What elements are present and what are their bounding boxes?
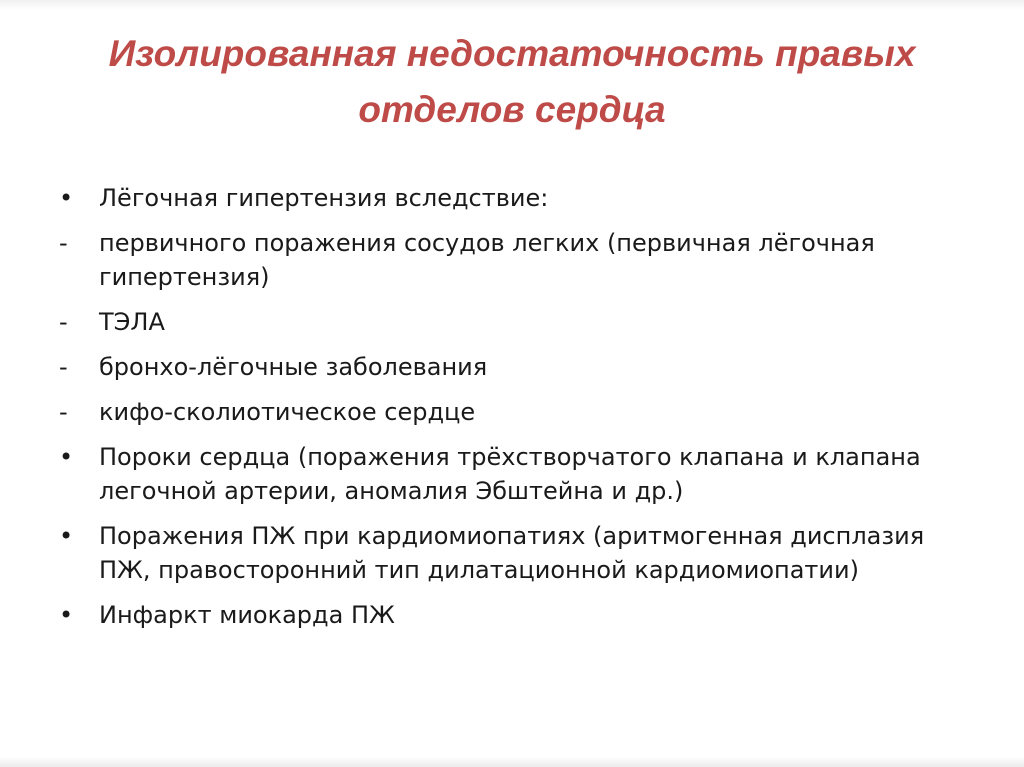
list-item-rv-infarction (55, 598, 935, 632)
dash-marker: - (59, 308, 68, 336)
bullet-marker: • (59, 522, 74, 550)
list-item-text: Инфаркт миокарда ПЖ (99, 601, 395, 629)
list-item-primary-lesion (55, 226, 935, 294)
list-item-text: кифо-сколиотическое сердце (99, 398, 476, 426)
list-item-heart-defects (55, 440, 935, 508)
bullet-marker: • (59, 601, 74, 629)
slide-content-list (55, 181, 935, 643)
slide-title: Изолированная недостаточность правых отделов сердца (108, 33, 916, 130)
list-item-text: Поражения ПЖ при кардиомиопатиях (аритмогенная дисплазия ПЖ, правосторонний тип дилатационной кардиомиопатии) (99, 522, 925, 584)
list-item-text: первичного поражения сосудов легких (первичная лёгочная гипертензия) (99, 229, 875, 291)
slide-bottom-shadow (0, 757, 1024, 767)
dash-marker: - (59, 229, 68, 257)
list-item-bronchopulmonary (55, 350, 935, 384)
list-item-text: Лёгочная гипертензия вследствие: (99, 184, 549, 212)
bullet-marker: • (59, 184, 74, 212)
list-item-text: Пороки сердца (поражения трёхстворчатого клапана и клапана легочной артерии, аномалия Эбштейна и др.) (99, 443, 921, 505)
list-item-text: ТЭЛА (99, 308, 165, 336)
list-item-kyphoscoliotic (55, 395, 935, 429)
list-item-cardiomyopathies (55, 519, 935, 587)
list-item-tela (55, 305, 935, 339)
dash-marker: - (59, 398, 68, 426)
list-item-text: бронхо-лёгочные заболевания (99, 353, 488, 381)
bullet-marker: • (59, 443, 74, 471)
slide-top-shadow (0, 0, 1024, 10)
dash-marker: - (59, 353, 68, 381)
list-item-pulmonary-hypertension (55, 181, 935, 215)
